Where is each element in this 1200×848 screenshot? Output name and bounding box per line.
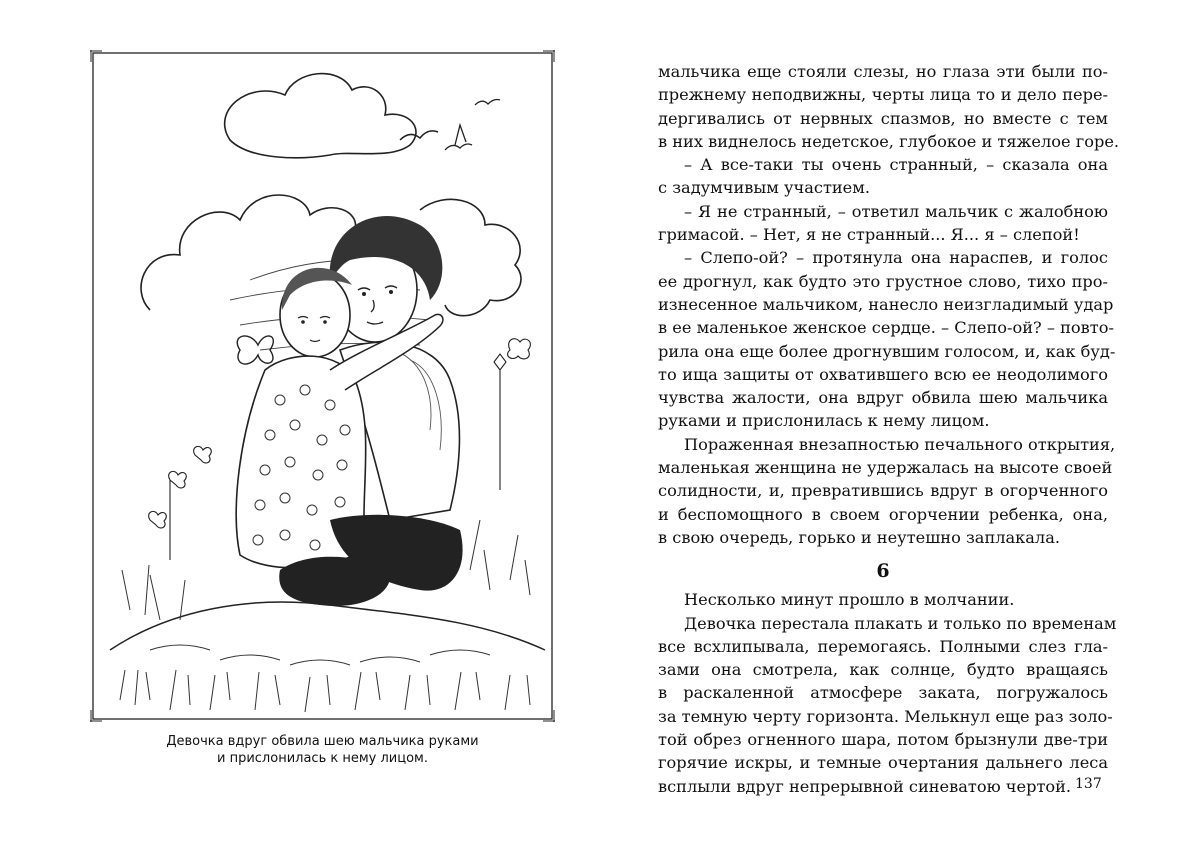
text-column (658, 60, 1120, 798)
text-line: в них виднелось недетское, глубокое и тяжелое горе. (658, 131, 1120, 151)
text-line: Девочка перестала плакать и только по временам (684, 613, 1117, 633)
text-line: той обрез огненного шара, потом брызнули две-три (658, 730, 1108, 750)
text-line: дергивались от нервных спазмов, но вместе с тем (658, 108, 1108, 128)
text-line: гримасой. – Нет, я не странный... Я... я – слепой! (658, 225, 1080, 245)
text-line: – Я не странный, – ответил мальчик с жалобною (684, 201, 1108, 221)
text-line: в раскаленной атмосфере заката, погружалось (658, 683, 1108, 703)
text-line: то ища защиты от охватившего всю ее неодолимого (658, 364, 1108, 384)
text-line: Пораженная внезапностью печального открытия, (684, 434, 1116, 454)
paragraph-7 (658, 612, 1117, 798)
text-line: зами она смотрела, как солнце, будто вращаясь (658, 660, 1108, 680)
paragraph-4 (658, 246, 1116, 432)
text-line: руками и прислонилась к нему лицом. (658, 411, 990, 431)
paragraph-5 (658, 433, 1116, 549)
text-line: в свою очередь, горько и неутешно заплакала. (658, 527, 1061, 547)
text-line: все всхлипывала, перемогаясь. Полными слез гла- (658, 636, 1108, 656)
caption-line: и прислонилась к нему лицом. (217, 751, 428, 766)
illustration-caption (110, 733, 535, 767)
text-line: с задумчивым участием. (658, 178, 871, 198)
text-line: – А все-таки ты очень странный, – сказала она (684, 155, 1108, 175)
paragraph-1 (658, 60, 1120, 153)
paragraph-3 (658, 200, 1108, 247)
page-number: 137 (1075, 776, 1102, 792)
chapter-number: 6 (876, 560, 890, 583)
text-line: горячие искры, и темные очертания дальнего леса (658, 753, 1108, 773)
paragraph-6 (658, 588, 1108, 611)
paragraph-2 (658, 153, 1108, 200)
text-line: мальчика еще стояли слезы, но глаза эти были по- (658, 62, 1108, 81)
text-line: в ее маленькое женское сердце. – Слепо-ой? – повто- (658, 318, 1114, 338)
illustration-girl-embracing-boy-icon (90, 50, 555, 722)
text-line: за темную черту горизонта. Мелькнул еще раз золо- (658, 706, 1113, 726)
text-line: ее дрогнул, как будто это грустное слово, тихо про- (658, 271, 1108, 291)
text-line: рила она еще более дрогнувшим голосом, и, как буд- (658, 341, 1116, 361)
text-line: изнесенное мальчиком, нанесло неизгладимый удар (658, 294, 1114, 314)
text-line: маленькая женщина не удержалась на высоте своей (658, 458, 1113, 478)
text-line: Несколько минут прошло в молчании. (684, 590, 1015, 610)
illustration-frame (90, 50, 555, 722)
caption-line: Девочка вдруг обвила шею мальчика руками (166, 734, 479, 749)
text-line: – Слепо-ой? – протянула она нараспев, и голос (684, 248, 1108, 268)
text-line: всплыли вдруг непрерывной синеватою чертой. (658, 776, 1072, 796)
text-line: чувства жалости, она вдруг обвила шею мальчика (658, 388, 1108, 408)
text-line: прежнему неподвижны, черты лица то и дело пере- (658, 85, 1108, 105)
text-line: солидности, и, превратившись вдруг в огорченного (658, 481, 1108, 501)
text-line: и беспомощного в своем огорчении ребенка, она, (658, 504, 1108, 524)
